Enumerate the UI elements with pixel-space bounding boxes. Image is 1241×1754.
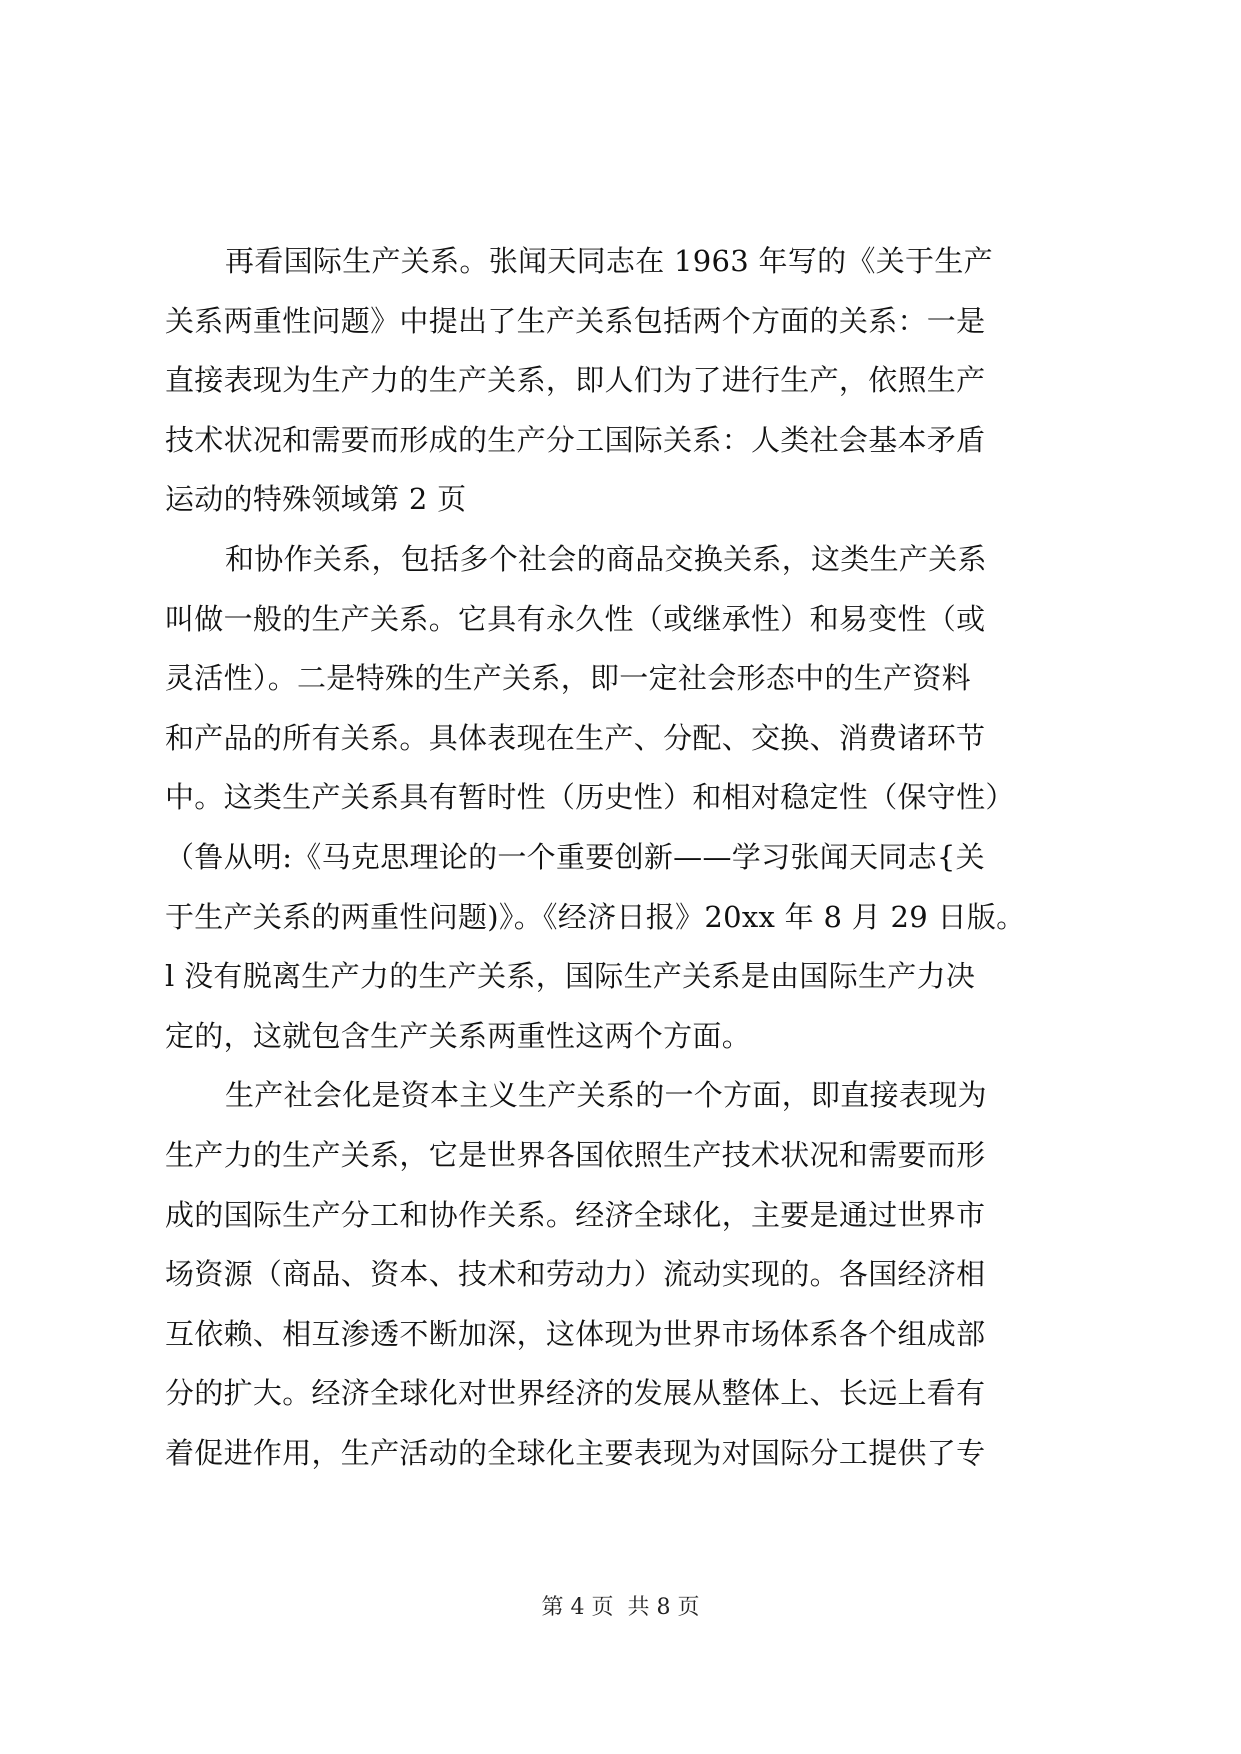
text-line: 再看国际生产关系。张闻天同志在 1963 年写的《关于生产 (225, 244, 993, 278)
text-line: 场资源（商品、资本、技术和劳动力）流动实现的。各国经济相 (165, 1257, 986, 1292)
text-line: 互依赖、相互渗透不断加深，这体现为世界市场体系各个组成部 (165, 1316, 986, 1351)
text-line: 技术状况和需要而形成的生产分工国际关系：人类社会基本矛盾 (165, 422, 986, 457)
text-line: l 没有脱离生产力的生产关系，国际生产关系是由国际生产力决 (165, 959, 976, 994)
text-line: 成的国际生产分工和协作关系。经济全球化，主要是通过世界市 (165, 1197, 986, 1232)
page-footer (0, 1592, 1241, 1624)
text-line: （鲁从明:《马克思理论的一个重要创新——学习张闻天同志{关 (165, 839, 985, 874)
page-number: 第 4 页 共 8 页 (541, 1595, 700, 1620)
text-line: 中。这类生产关系具有暂时性（历史性）和相对稳定性（保守性） (165, 780, 1015, 815)
text-line: 叫做一般的生产关系。它具有永久性（或继承性）和易变性（或 (165, 601, 986, 636)
text-line: 生产社会化是资本主义生产关系的一个方面，即直接表现为 (225, 1078, 987, 1113)
text-line: 生产力的生产关系，它是世界各国依照生产技术状况和需要而形 (165, 1137, 986, 1172)
text-line: 直接表现为生产力的生产关系，即人们为了进行生产，依照生产 (165, 363, 986, 398)
text-line: 和协作关系，包括多个社会的商品交换关系，这类生产关系 (225, 541, 987, 576)
text-line: 着促进作用，生产活动的全球化主要表现为对国际分工提供了专 (165, 1435, 986, 1470)
text-line: 关系两重性问题》中提出了生产关系包括两个方面的关系：一是 (165, 303, 986, 338)
text-line: 于生产关系的两重性问题)》。《经济日报》20xx 年 8 月 29 日版。 (165, 899, 1026, 934)
text-line: 和产品的所有关系。具体表现在生产、分配、交换、消费诸环节 (165, 720, 986, 755)
text-line: 分的扩大。经济全球化对世界经济的发展从整体上、长远上看有 (165, 1376, 986, 1411)
text-line: 定的，这就包含生产关系两重性这两个方面。 (165, 1018, 752, 1053)
text-line: 灵活性）。二是特殊的生产关系，即一定社会形态中的生产资料 (165, 661, 971, 696)
document-body (165, 232, 1071, 1483)
text-line: 运动的特殊领域第 2 页 (165, 482, 467, 517)
